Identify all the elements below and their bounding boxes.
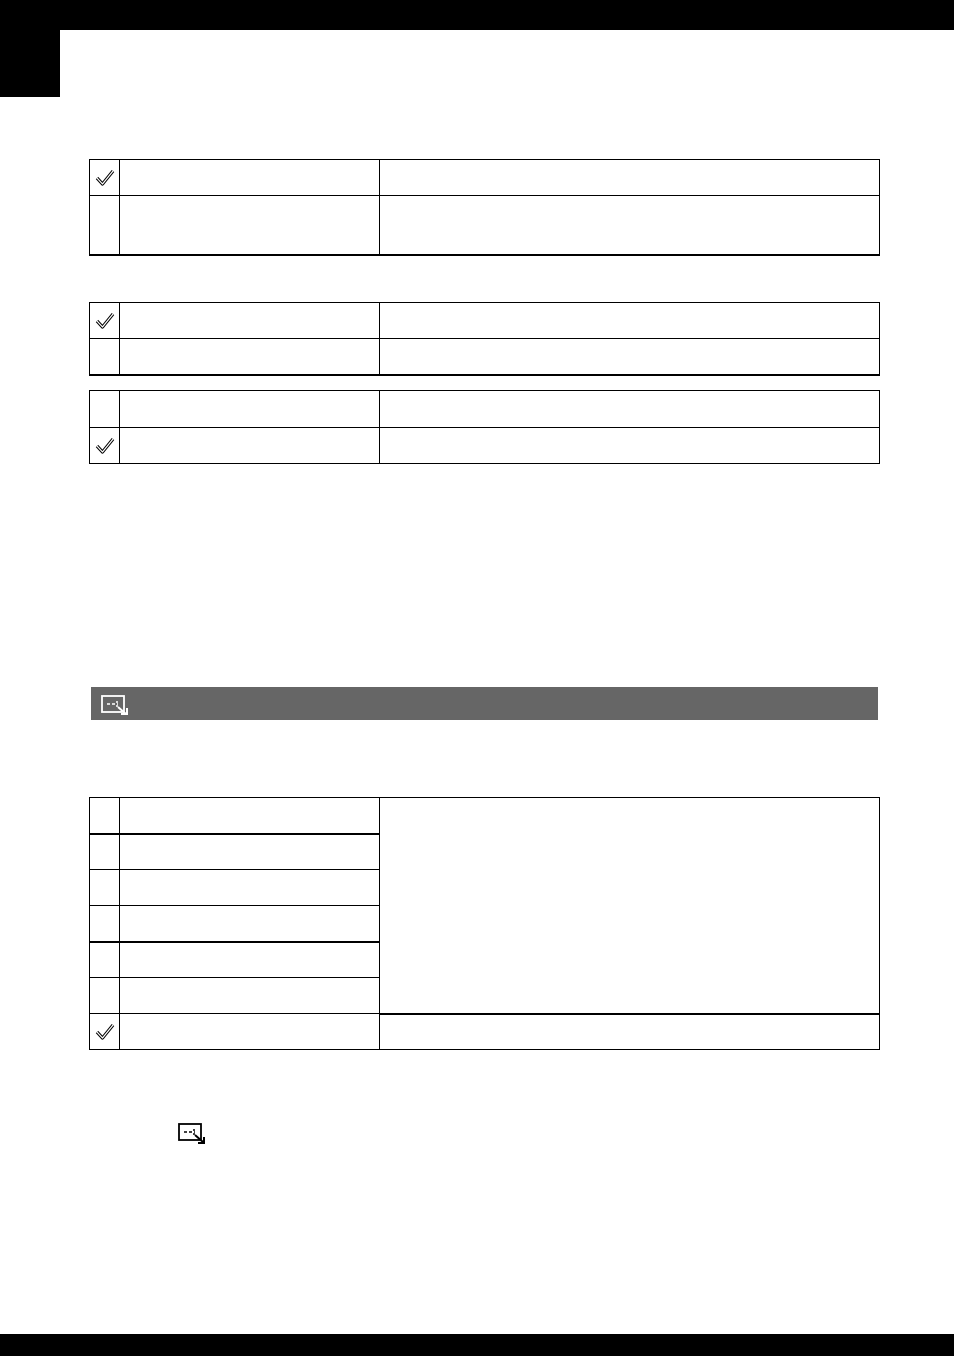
table-row bbox=[90, 428, 880, 464]
header-edge bbox=[878, 687, 880, 720]
option-name-cell bbox=[120, 870, 380, 906]
option-name-cell bbox=[120, 1014, 380, 1050]
checkmark-icon bbox=[95, 436, 115, 456]
option-name-cell bbox=[120, 906, 380, 942]
option-name-cell bbox=[120, 391, 380, 428]
option-name-cell bbox=[120, 160, 380, 196]
selection-cell bbox=[90, 391, 120, 428]
table-row bbox=[90, 303, 880, 339]
option-name-cell bbox=[120, 339, 380, 375]
option-name-cell bbox=[120, 798, 380, 834]
option-description-cell bbox=[380, 1014, 880, 1050]
options-table-2 bbox=[89, 302, 880, 376]
option-description-cell bbox=[380, 160, 880, 196]
footer-bar bbox=[0, 1334, 954, 1356]
header-bar bbox=[0, 0, 954, 30]
checkmark-icon bbox=[95, 168, 115, 188]
option-name-cell bbox=[120, 428, 380, 464]
checkmark-icon bbox=[95, 311, 115, 331]
selection-cell bbox=[90, 196, 120, 255]
table-row bbox=[90, 1014, 880, 1050]
image-resize-icon bbox=[178, 1123, 206, 1144]
option-description-cell bbox=[380, 339, 880, 375]
selection-cell bbox=[90, 834, 120, 870]
table-row bbox=[90, 160, 880, 196]
options-table-1 bbox=[89, 159, 880, 256]
options-table-4 bbox=[89, 797, 880, 1050]
chapter-tab bbox=[0, 0, 60, 97]
table-row bbox=[90, 339, 880, 375]
selection-cell bbox=[90, 303, 120, 339]
option-name-cell bbox=[120, 303, 380, 339]
image-resize-icon bbox=[101, 695, 129, 715]
selection-cell bbox=[90, 1014, 120, 1050]
selection-cell bbox=[90, 906, 120, 942]
option-description-cell bbox=[380, 798, 880, 1014]
selection-cell bbox=[90, 428, 120, 464]
option-description-cell bbox=[380, 428, 880, 464]
option-description-cell bbox=[380, 391, 880, 428]
section-header bbox=[89, 687, 880, 720]
option-description-cell bbox=[380, 196, 880, 255]
selection-cell bbox=[90, 978, 120, 1014]
selection-cell bbox=[90, 339, 120, 375]
option-description-cell bbox=[380, 303, 880, 339]
selection-cell bbox=[90, 870, 120, 906]
table-row bbox=[90, 391, 880, 428]
table-row bbox=[90, 196, 880, 255]
selection-cell bbox=[90, 160, 120, 196]
checkmark-icon bbox=[95, 1022, 115, 1042]
option-name-cell bbox=[120, 834, 380, 870]
option-name-cell bbox=[120, 978, 380, 1014]
option-name-cell bbox=[120, 196, 380, 255]
options-table-3 bbox=[89, 390, 880, 464]
selection-cell bbox=[90, 798, 120, 834]
option-name-cell bbox=[120, 942, 380, 978]
header-edge bbox=[89, 687, 91, 720]
selection-cell bbox=[90, 942, 120, 978]
table-row bbox=[90, 798, 880, 834]
